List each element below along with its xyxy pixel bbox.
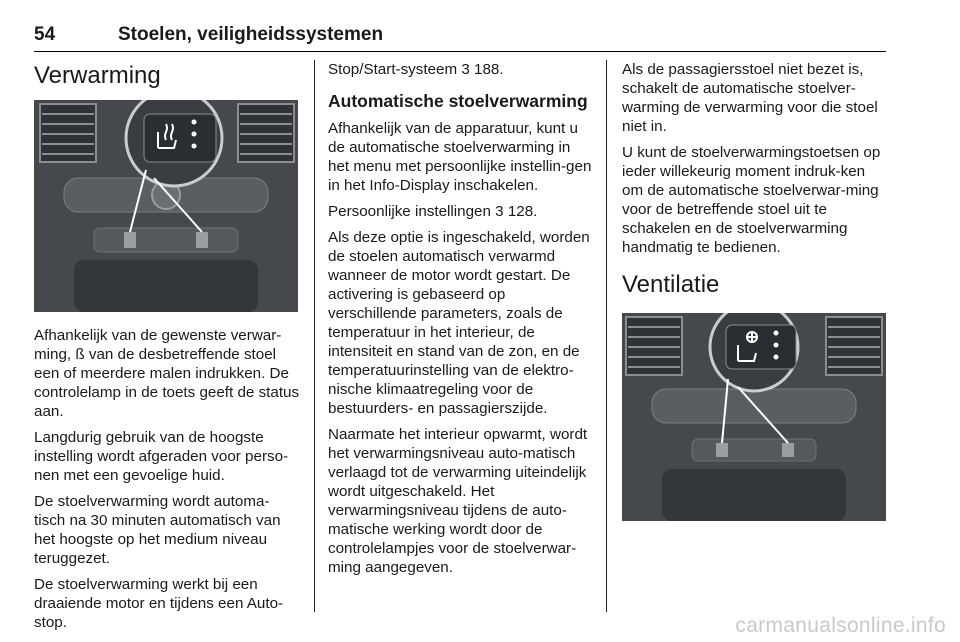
column-divider: [606, 60, 607, 612]
subsection-heading: Automatische stoelverwarming: [328, 91, 588, 111]
right-vent: [238, 104, 294, 162]
page-header: [34, 24, 886, 50]
watermark: carmanualsonline.info: [735, 614, 946, 637]
paragraph: Naarmate het interieur opwarmt, wordt het verwarmingsniveau auto-matisch verlaagd tot de verwarming uiteindelijk wordt uitgeschakeld. Het verwarmingsniveau tijdens de auto-matische werking wordt door de controlelampjes voor de stoelverwar-ming aangegeven.: [328, 426, 588, 576]
page-number: 54: [34, 24, 56, 45]
column-divider: [314, 60, 315, 612]
paragraph: Als deze optie is ingeschakeld, worden de stoelen automatisch verwarmd wanneer de motor wordt gestart. De activering is gebaseerd op verschillende parameters, zoals de temperatuur in het interieur, de intensiteit en stand van de zon, en de temperatuurinstelling van de elektro-nische klimaatregeling voor de bestuurders- en passagierszijde.: [328, 229, 590, 417]
paragraph: De stoelverwarming werkt bij een draaiende motor en tijdens een Auto-stop.: [34, 576, 284, 631]
left-vent: [40, 104, 96, 162]
seat-ventilation-illustration: [622, 313, 886, 521]
left-vent: [626, 317, 682, 375]
column-1: [34, 60, 300, 639]
cross-reference[interactable]: Stop/Start-systeem 3 188.: [328, 61, 504, 78]
paragraph: Afhankelijk van de apparatuur, kunt u de automatische stoelverwarming in het menu met persoonlijke instellin-gen in het Info-Display inschakelen.: [328, 120, 592, 194]
seat-heating-illustration: [34, 100, 298, 312]
seat-heating-photo: [34, 100, 298, 312]
cross-reference[interactable]: Persoonlijke instellingen 3 128.: [328, 203, 538, 220]
paragraph: Afhankelijk van de gewenste verwar-ming, ß van de desbetreffende stoel een of meerdere malen indrukken. De controlelamp in de toets geeft de status aan.: [34, 327, 300, 420]
seat-ventilation-photo: [622, 313, 886, 521]
paragraph: Langdurig gebruik van de hoogste instelling wordt afgeraden voor perso-nen met een gevoelige huid.: [34, 429, 289, 484]
paragraph: U kunt de stoelverwarmingstoetsen op ieder willekeurig moment indruk-ken om de automatische stoelverwar-ming voor de betreffende stoel uit te schakelen en de stoelverwarming handmatig te bedienen.: [622, 144, 881, 256]
section-heading-verwarming: Verwarming: [34, 62, 161, 89]
column-3: [622, 60, 888, 521]
running-title: Stoelen, veiligheidssystemen: [118, 24, 384, 45]
column-2: [328, 60, 594, 584]
paragraph: De stoelverwarming wordt automa-tisch na 30 minuten automatisch van het hoogste op het medium niveau teruggezet.: [34, 493, 281, 567]
paragraph: Als de passagiersstoel niet bezet is, schakelt de automatische stoelver-warming de verwarming voor die stoel niet in.: [622, 61, 878, 135]
section-heading-ventilatie: Ventilatie: [622, 271, 720, 298]
header-rule: [34, 51, 886, 52]
right-vent: [826, 317, 882, 375]
